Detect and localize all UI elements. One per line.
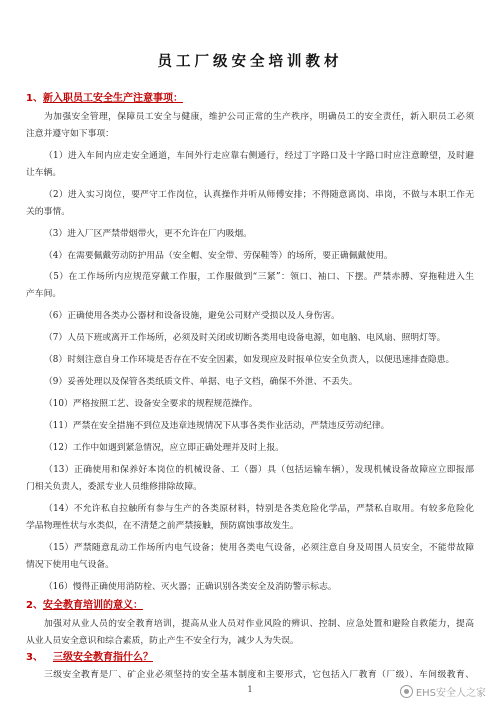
section-3-heading [26,651,153,665]
section-1-number: 1、 [26,93,43,104]
section-1-heading [26,92,183,106]
page-number: 1 [247,685,253,694]
paragraph-line: 从业人员安全意识和综合素质，防止产生不安全行为，减少人为失误。 [26,636,299,646]
section-1-title: 新入职员工安全生产注意事项： [42,93,183,104]
list-item-line: （4）在需要佩戴劳动防护用品（安全帽、安全带、劳保鞋等）的场所，要正确佩戴使用。 [44,251,393,261]
list-item-line: 门相关负责人，委派专业人员维修排除故障。 [26,482,202,492]
list-item-line: （5）在工作场所内应规范穿戴工作服，工作服做到“三紧”：领口、袖口、下摆。严禁赤膊、穿拖鞋进入生 [44,272,474,282]
paragraph-line: 注意并遵守如下事项： [26,129,114,139]
list-item-line: （3）进入厂区严禁带烟带火，更不允许在厂内吸烟。 [44,229,252,239]
list-item-line: （1）进入车间内应走安全通道，车间外行走应靠右侧通行，经过丁字路口及十字路口时应注意瞭望，及时避 [44,151,474,161]
list-item-line: 让车辆。 [26,168,62,178]
watermark-logo-icon [400,685,413,698]
section-3-number: 3、 [26,652,43,663]
section-3-title: 三级安全教育指什么？ [52,652,153,663]
list-item-line: （14）不允许私自拉触所有参与生产的各类原材料，特别是各类危险化学品，严禁私自取用。有较多危险化 [44,504,474,514]
list-item-line: （10）严格按照工艺、设备安全要求的规程规范操作。 [44,399,258,409]
list-item-line: （7）人员下班或离开工作场所，必须及时关闭或切断各类用电设备电源，如电脑、电风扇、照明灯等。 [44,333,446,343]
list-item-line: 关的事情。 [26,207,70,217]
list-item-line: （15）严禁随意乱动工作场所内电气设备；使用各类电气设备，必须注意自身及周围人员安全，不能带故障 [44,543,474,553]
list-item-line: （6）正确使用各类办公器材和设备设施，避免公司财产受损以及人身伤害。 [44,311,340,321]
watermark-text: EHS安全人之家 [415,688,486,699]
section-2-title: 安全教育培训的意义： [42,600,143,611]
section-2-heading [26,599,143,613]
list-item-line: （11）严禁在安全措施不到位及违章违规情况下从事各类作业活动，严禁违反劳动纪律。 [44,421,390,431]
list-item-line: （9）妥善处理以及保管各类纸质文件、单据、电子文档，确保不外泄、不丢失。 [44,377,358,387]
paragraph-line: 为加强安全管理，保障员工安全与健康，维护公司正常的生产秩序，明确员工的安全责任，新入职员工必须 [44,112,474,122]
list-item-line: （2）进入实习岗位，要严守工作岗位，认真操作并听从师傅安排；不得随意离岗、串岗，不做与本职工作无 [44,190,474,200]
list-item-line: （13）正确使用和保养好本岗位的机械设备、工（器）具（包括运输车辆），发现机械设备故障应立即报部 [44,465,474,475]
watermark [400,684,486,699]
list-item-line: 产车间。 [26,289,62,299]
list-item-line: 学品物理性状与水类似，在不清楚之前严禁接触，预防腐蚀事故发生。 [26,521,299,531]
section-2-number: 2、 [26,600,43,611]
list-item-line: 情况下使用电气设备。 [26,560,114,570]
list-item-line: （12）工作中如遇到紧急情况，应立即正确处理并及时上报。 [44,443,284,453]
page-title: 员工厂级安全培训教材 [157,54,343,70]
list-item-line: （8）时刻注意自身工作环境是否存在不安全因素，如发现应及时报单位安全负责人，以便迅速排查隐患。 [44,355,455,365]
list-item-line: （16）慢得正确使用消防栓、灭火器；正确识别各类安全及消防警示标志。 [44,582,337,592]
paragraph-line: 三级安全教育是厂、矿企业必须坚持的安全基本制度和主要形式，它包括入厂教育（厂级）、车间级教育、 [44,670,474,680]
paragraph-line: 加强对从业人员的安全教育培训，提高从业人员对作业风险的辨识、控制、应急处置和避险自救能力，提高 [44,619,474,629]
